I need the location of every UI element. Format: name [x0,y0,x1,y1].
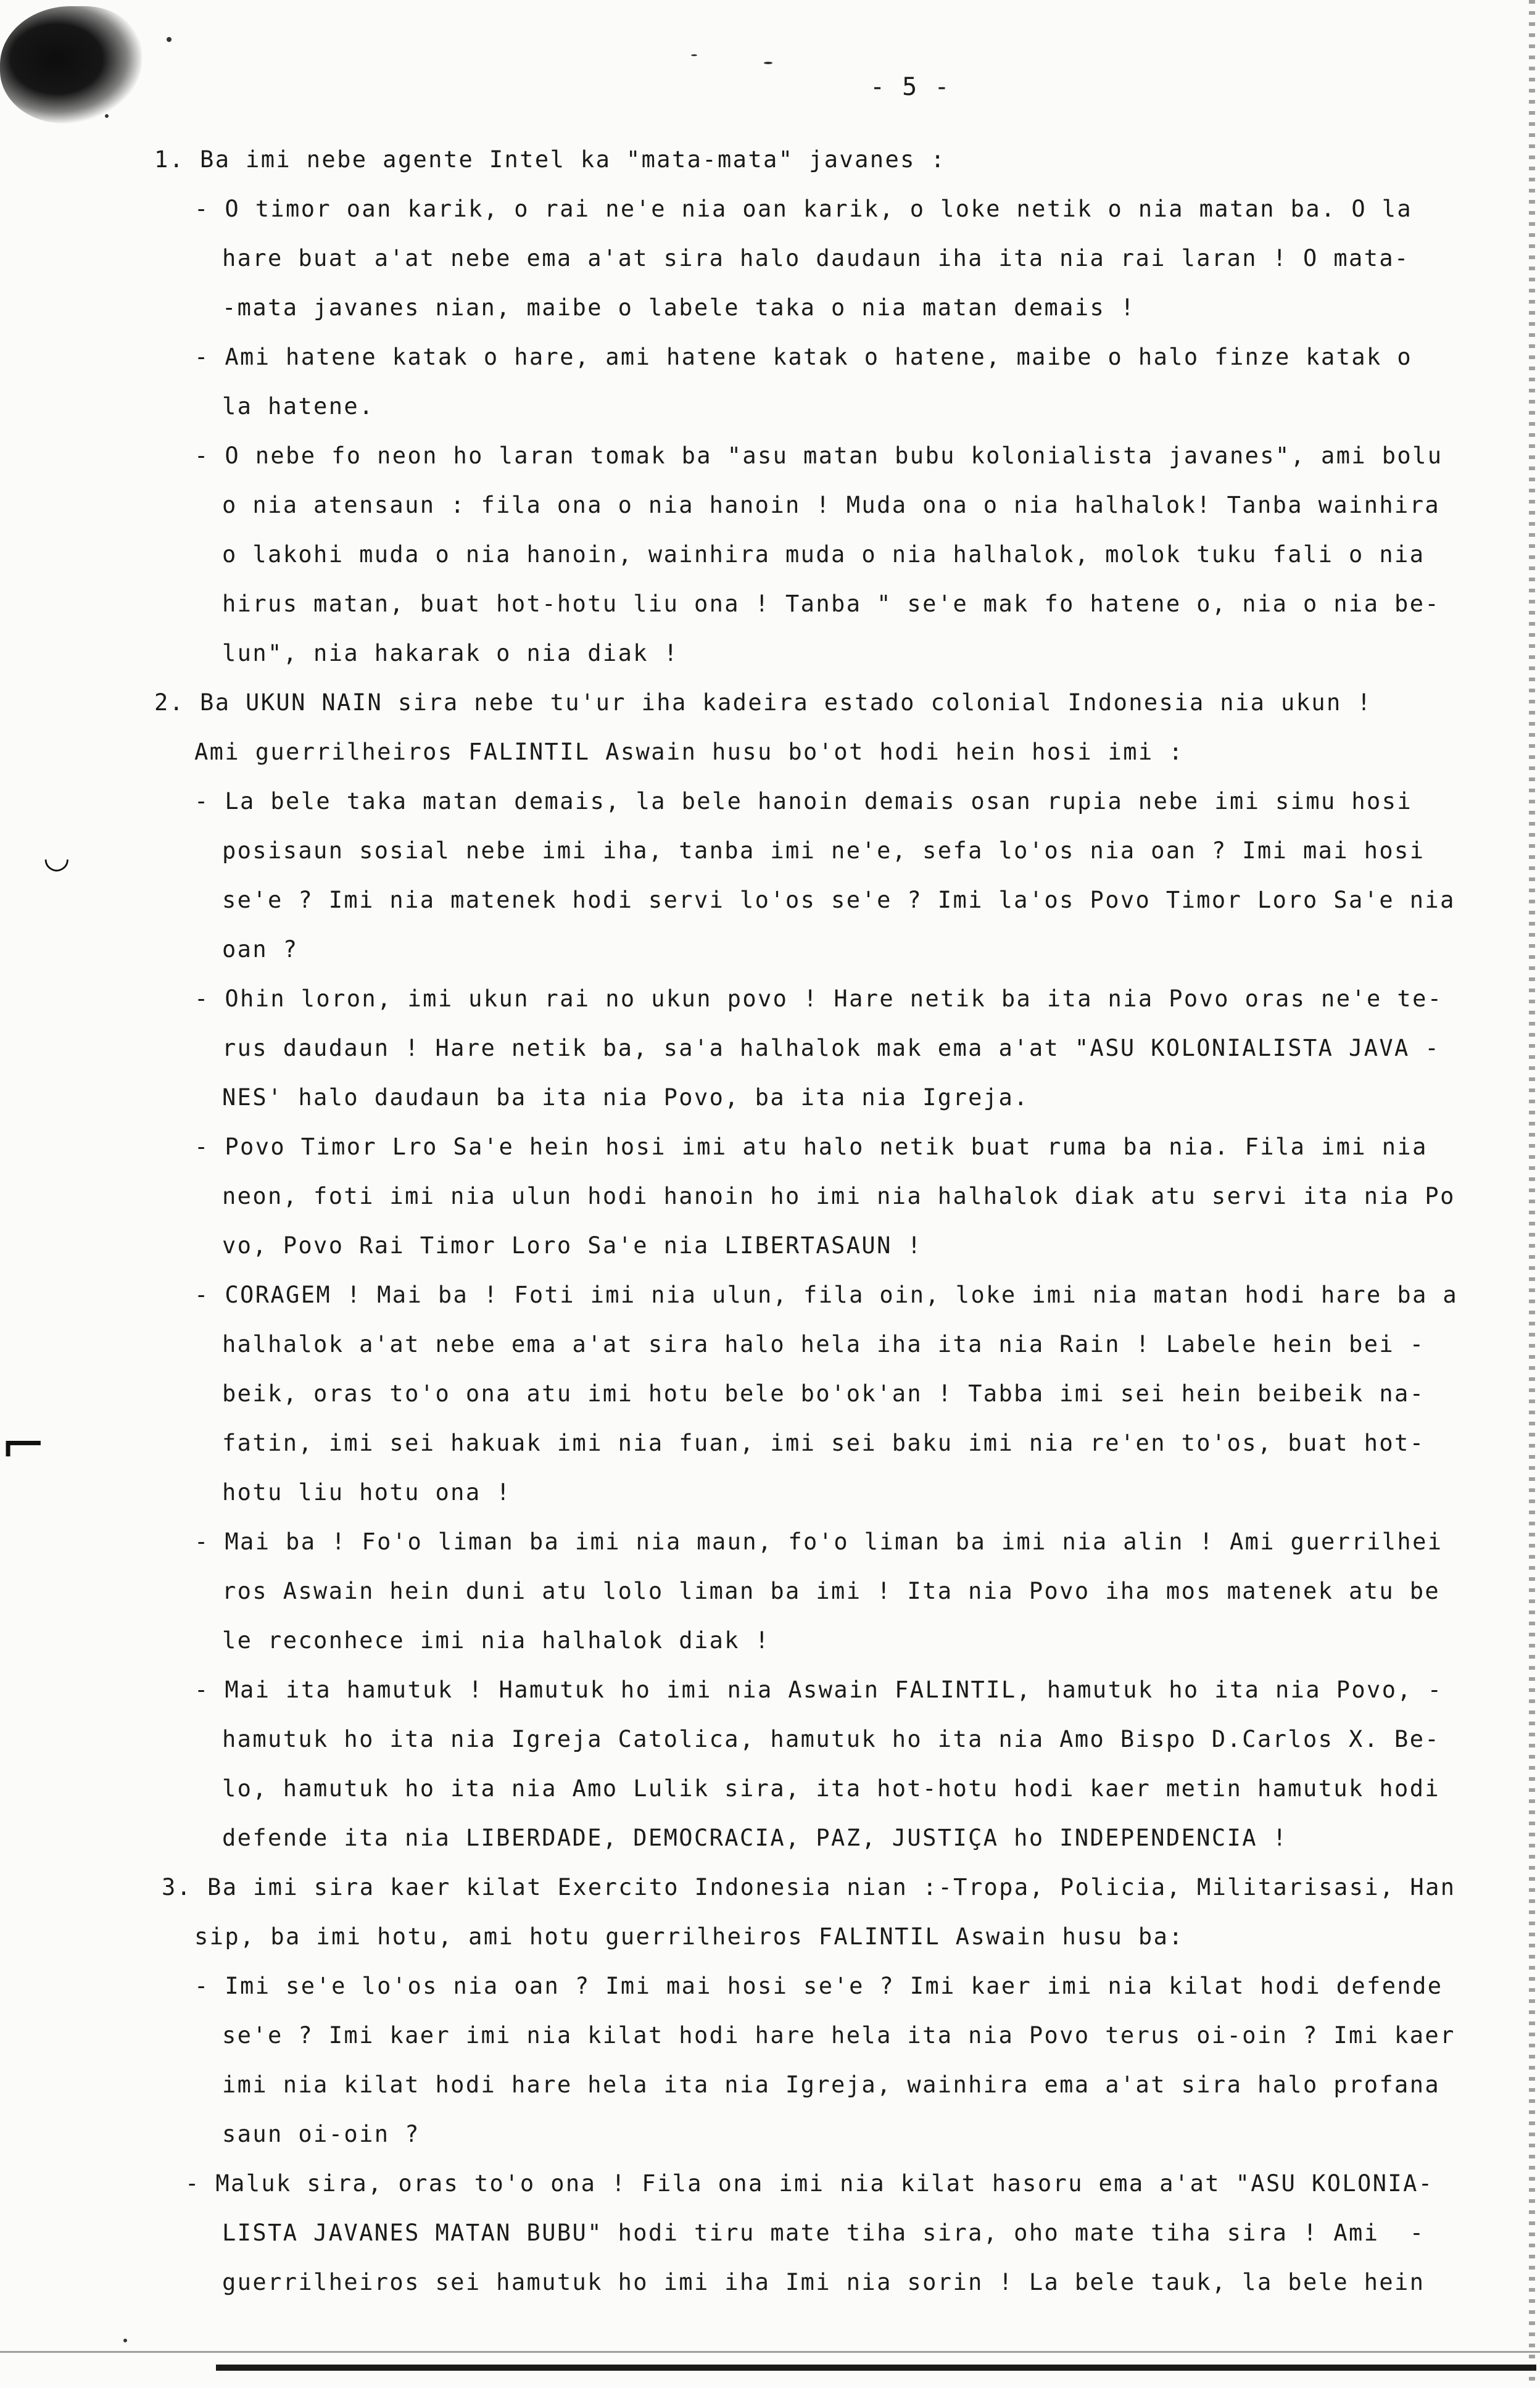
text-line: posisaun sosial nebe imi iha, tanba imi ne'e, sefa lo'os nia oan ? Imi mai hosi [222,837,1425,864]
text-line: beik, oras to'o ona atu imi hotu bele bo'ok'an ! Tabba imi sei hein beibeik na- [222,1380,1425,1407]
bottom-rule [216,2365,1536,2371]
text-line: hare buat a'at nebe ema a'at sira halo daudaun iha ita nia rai laran ! O mata- [222,245,1410,272]
margin-mark: ◡ [43,839,70,875]
text-line: lun", nia hakarak o nia diak ! [222,640,679,666]
text-line: - Maluk sira, oras to'o ona ! Fila ona imi nia kilat hasoru ema a'at "ASU KOLONIA- [185,2170,1434,2197]
text-line: - Mai ba ! Fo'o liman ba imi nia maun, fo'o liman ba imi nia alin ! Ami guerrilhei [194,1528,1443,1555]
text-line: Ami guerrilheiros FALINTIL Aswain husu bo'ot hodi hein hosi imi : [194,739,1184,765]
text-line: halhalok a'at nebe ema a'at sira halo hela iha ita nia Rain ! Labele hein bei - [222,1331,1425,1358]
speck [764,62,772,64]
margin-mark: ⌐ [0,1413,47,1478]
text-line: - Imi se'e lo'os nia oan ? Imi mai hosi se'e ? Imi kaer imi nia kilat hodi defende [194,1973,1443,1999]
text-line: - Ami hatene katak o hare, ami hatene katak o hatene, maibe o halo finze katak o [194,344,1413,370]
text-line: saun oi-oin ? [222,2121,420,2147]
speck [123,2339,127,2342]
text-line: lo, hamutuk ho ita nia Amo Lulik sira, ita hot-hotu hodi kaer metin hamutuk hodi [222,1775,1441,1802]
text-line: sip, ba imi hotu, ami hotu guerrilheiros FALINTIL Aswain husu ba: [194,1923,1184,1950]
ink-blot [0,6,142,123]
text-line: LISTA JAVANES MATAN BUBU" hodi tiru mate tiha sira, oho mate tiha sira ! Ami - [222,2220,1425,2246]
text-line: vo, Povo Rai Timor Loro Sa'e nia LIBERTASAUN ! [222,1232,923,1259]
text-line: le reconhece imi nia halhalok diak ! [222,1627,771,1654]
text-line: o nia atensaun : fila ona o nia hanoin ! Muda ona o nia halhalok! Tanba wainhira [222,492,1441,518]
text-line: - Ohin loron, imi ukun rai no ukun povo ! Hare netik ba ita nia Povo oras ne'e te- [194,985,1443,1012]
text-line: hotu liu hotu ona ! [222,1479,511,1506]
speck [167,37,172,42]
text-line: 1. Ba imi nebe agente Intel ka "mata-mata" javanes : [154,146,946,173]
text-line: hirus matan, buat hot-hotu liu ona ! Tanba " se'e mak fo hatene o, nia o nia be- [222,591,1441,617]
text-line: - O timor oan karik, o rai ne'e nia oan karik, o loke netik o nia matan ba. O la [194,196,1413,222]
text-line: o lakohi muda o nia hanoin, wainhira muda o nia halhalok, molok tuku fali o nia [222,541,1425,568]
text-line: se'e ? Imi kaer imi nia kilat hodi hare hela ita nia Povo terus oi-oin ? Imi kaer [222,2022,1455,2049]
text-line: - Mai ita hamutuk ! Hamutuk ho imi nia Aswain FALINTIL, hamutuk ho ita nia Povo, - [194,1677,1443,1703]
text-line: se'e ? Imi nia matenek hodi servi lo'os se'e ? Imi la'os Povo Timor Loro Sa'e nia [222,887,1455,913]
speck [691,54,697,56]
text-line: -mata javanes nian, maibe o labele taka o nia matan demais ! [222,294,1136,321]
text-line: defende ita nia LIBERDADE, DEMOCRACIA, PAZ, JUSTIÇA ho INDEPENDENCIA ! [222,1825,1288,1851]
page-edge [1529,0,1535,2388]
text-line: 3. Ba imi sira kaer kilat Exercito Indonesia nian :-Tropa, Policia, Militarisasi, Han [162,1874,1456,1901]
text-line: la hatene. [222,393,375,420]
speck [105,114,109,118]
text-line: fatin, imi sei hakuak imi nia fuan, imi sei baku imi nia re'en to'os, buat hot- [222,1430,1425,1456]
text-line: neon, foti imi nia ulun hodi hanoin ho imi nia halhalok diak atu servi ita nia Po [222,1183,1455,1209]
text-line: rus daudaun ! Hare netik ba, sa'a halhalok mak ema a'at "ASU KOLONIALISTA JAVA - [222,1035,1441,1061]
text-line: imi nia kilat hodi hare hela ita nia Igreja, wainhira ema a'at sira halo profana [222,2071,1441,2098]
text-line: - CORAGEM ! Mai ba ! Foti imi nia ulun, fila oin, loke imi nia matan hodi hare ba a [194,1282,1459,1308]
text-line: 2. Ba UKUN NAIN sira nebe tu'ur iha kadeira estado colonial Indonesia nia ukun ! [154,689,1373,716]
text-line: oan ? [222,936,299,963]
text-line: guerrilheiros sei hamutuk ho imi iha Imi nia sorin ! La bele tauk, la bele hein [222,2269,1425,2295]
text-line: hamutuk ho ita nia Igreja Catolica, hamutuk ho ita nia Amo Bispo D.Carlos X. Be- [222,1726,1441,1752]
text-line: NES' halo daudaun ba ita nia Povo, ba ita nia Igreja. [222,1084,1029,1111]
bottom-divider [0,2351,1540,2353]
text-line: - La bele taka matan demais, la bele hanoin demais osan rupia nebe imi simu hosi [194,788,1413,815]
page-number: - 5 - [870,73,951,101]
text-line: ros Aswain hein duni atu lolo liman ba imi ! Ita nia Povo iha mos matenek atu be [222,1578,1441,1604]
text-line: - Povo Timor Lro Sa'e hein hosi imi atu halo netik buat ruma ba nia. Fila imi nia [194,1134,1428,1160]
text-line: - O nebe fo neon ho laran tomak ba "asu matan bubu kolonialista javanes", ami bolu [194,442,1443,469]
